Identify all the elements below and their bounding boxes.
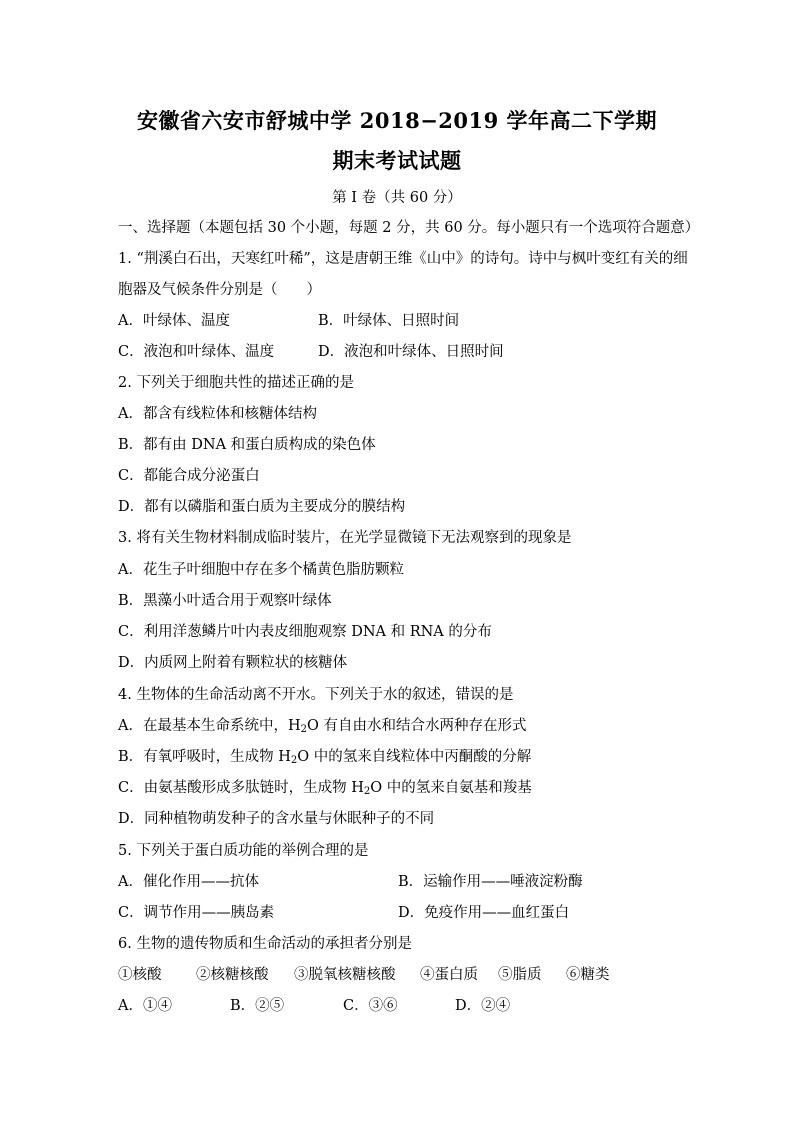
option-c-text: C．由氨基酸形成多肽链时，生成物 H — [118, 780, 364, 796]
subscript-2: 2 — [300, 724, 307, 735]
question-3-option-a: A．花生子叶细胞中存在多个橘黄色脂肪颗粒 — [118, 562, 404, 578]
question-6-option-c: C．③⑥ — [343, 998, 398, 1014]
question-6-option-a: A．①④ — [118, 998, 172, 1014]
question-2-option-c: C．都能合成分泌蛋白 — [118, 468, 260, 484]
question-4-stem: 4. 生物体的生命活动离不开水。下列关于水的叙述，错误的是 — [118, 687, 514, 703]
question-6-item-4: ④蛋白质 — [420, 967, 478, 983]
subscript-2: 2 — [290, 755, 298, 766]
question-2-option-d: D．都有以磷脂和蛋白质为主要成分的膜结构 — [118, 499, 406, 515]
question-1-option-b: B．叶绿体、日照时间 — [318, 313, 460, 329]
question-6-item-3: ③脱氧核糖核酸 — [294, 967, 396, 983]
question-1-stem-cont: 胞器及气候条件分别是（ ） — [118, 282, 321, 298]
question-3-option-c: C．利用洋葱鳞片叶内表皮细胞观察 DNA 和 RNA 的分布 — [118, 624, 492, 640]
question-1-option-c: C．液泡和叶绿体、温度 — [118, 344, 275, 360]
question-3-option-d: D．内质网上附着有颗粒状的核糖体 — [118, 655, 348, 671]
question-1-stem: 1. “荆溪白石出，天寒红叶稀”，这是唐朝王维《山中》的诗句。诗中与枫叶变红有关的细 — [118, 251, 688, 267]
section-heading: 一、选择题（本题包括 30 个小题，每题 2 分，共 60 分。每小题只有一个选项符合题意） — [118, 220, 700, 236]
option-b-text: B．有氧呼吸时，生成物 H — [118, 749, 291, 765]
question-5-option-d: D．免疫作用——血红蛋白 — [398, 905, 570, 921]
question-5-option-b: B．运输作用——唾液淀粉酶 — [398, 874, 583, 890]
question-5-option-c: C．调节作用——胰岛素 — [118, 905, 275, 921]
question-6-stem: 6. 生物的遗传物质和生命活动的承担者分别是 — [118, 936, 412, 952]
option-a-text: A．在最基本生命系统中，H — [118, 718, 301, 734]
question-5-stem: 5. 下列关于蛋白质功能的举例合理的是 — [118, 843, 369, 859]
question-6-option-d: D．②④ — [455, 998, 511, 1014]
question-6-option-b: B．②⑤ — [230, 998, 285, 1014]
question-1-option-d: D．液泡和叶绿体、日照时间 — [318, 344, 504, 360]
question-2-stem: 2. 下列关于细胞共性的描述正确的是 — [118, 375, 354, 391]
question-4-option-d: D．同种植物萌发种子的含水量与休眠种子的不同 — [118, 811, 435, 827]
option-c-text-cont: O 中的氢来自氨基和羧基 — [370, 780, 532, 796]
question-2-option-b: B．都有由 DNA 和蛋白质构成的染色体 — [118, 437, 376, 453]
question-6-item-2: ②核糖核酸 — [196, 967, 269, 983]
document-title: 安徽省六安市舒城中学 2018−2019 学年高二下学期 — [136, 108, 658, 133]
volume-heading: 第 I 卷（共 60 分） — [332, 190, 462, 206]
question-4-option-b — [118, 747, 531, 771]
question-3-stem: 3. 将有关生物材料制成临时装片，在光学显微镜下无法观察到的现象是 — [118, 530, 572, 546]
question-3-option-b: B．黑藻小叶适合用于观察叶绿体 — [118, 593, 332, 609]
question-6-item-5: ⑤脂质 — [498, 967, 542, 983]
question-4-option-c — [118, 778, 532, 802]
option-a-text-cont: O 有自由水和结合水两种存在形式 — [307, 718, 527, 734]
question-4-option-a — [118, 716, 527, 740]
question-6-item-1: ①核酸 — [118, 967, 162, 983]
option-b-text-cont: O 中的氢来自线粒体中丙酮酸的分解 — [297, 749, 532, 765]
subscript-2: 2 — [363, 786, 371, 797]
document-title-line2: 期末考试试题 — [332, 148, 462, 173]
question-5-option-a: A．催化作用——抗体 — [118, 874, 259, 890]
question-6-item-6: ⑥糖类 — [566, 967, 610, 983]
question-1-option-a: A．叶绿体、温度 — [118, 313, 230, 329]
question-2-option-a: A．都含有线粒体和核糖体结构 — [118, 406, 317, 422]
